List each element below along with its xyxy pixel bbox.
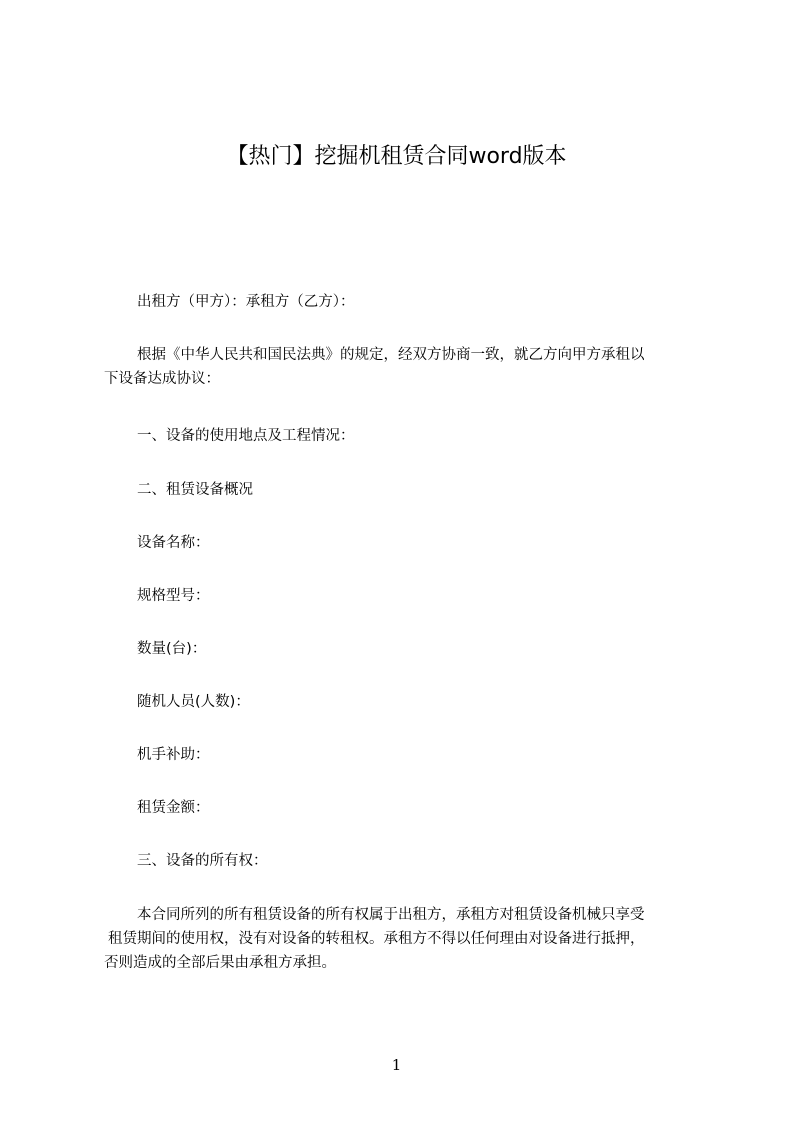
section-1-heading: 一、设备的使用地点及工程情况： xyxy=(137,428,355,444)
field-quantity: 数量(台)： xyxy=(137,641,207,657)
ownership-line-3: 否则造成的全部后果由承租方承担。 xyxy=(104,955,336,971)
document-title: 【热门】挖掘机租赁合同word版本 xyxy=(226,144,567,169)
parties-line: 出租方（甲方）：承租方（乙方）： xyxy=(137,294,355,310)
field-staff: 随机人员(人数)： xyxy=(137,694,250,710)
field-equipment-name: 设备名称： xyxy=(137,535,210,551)
preamble-paragraph xyxy=(104,343,704,391)
field-model: 规格型号： xyxy=(137,588,210,604)
ownership-line-1: 本合同所列的所有租赁设备的所有权属于出租方，承租方对租赁设备机械只享受 xyxy=(137,907,645,923)
field-amount: 租赁金额： xyxy=(137,800,210,816)
field-subsidy: 机手补助： xyxy=(137,747,210,763)
section-2-heading: 二、租赁设备概况 xyxy=(137,482,253,498)
page-number: 1 xyxy=(391,1056,402,1074)
preamble-line-2: 下设备达成协议： xyxy=(104,371,220,387)
section-3-heading: 三、设备的所有权： xyxy=(137,853,268,869)
preamble-line-1: 根据《中华人民共和国民法典》的规定，经双方协商一致，就乙方向甲方承租以 xyxy=(137,347,645,363)
ownership-paragraph xyxy=(104,903,704,975)
ownership-line-2: 租赁期间的使用权，没有对设备的转租权。承租方不得以任何理由对设备进行抵押， xyxy=(108,931,645,947)
